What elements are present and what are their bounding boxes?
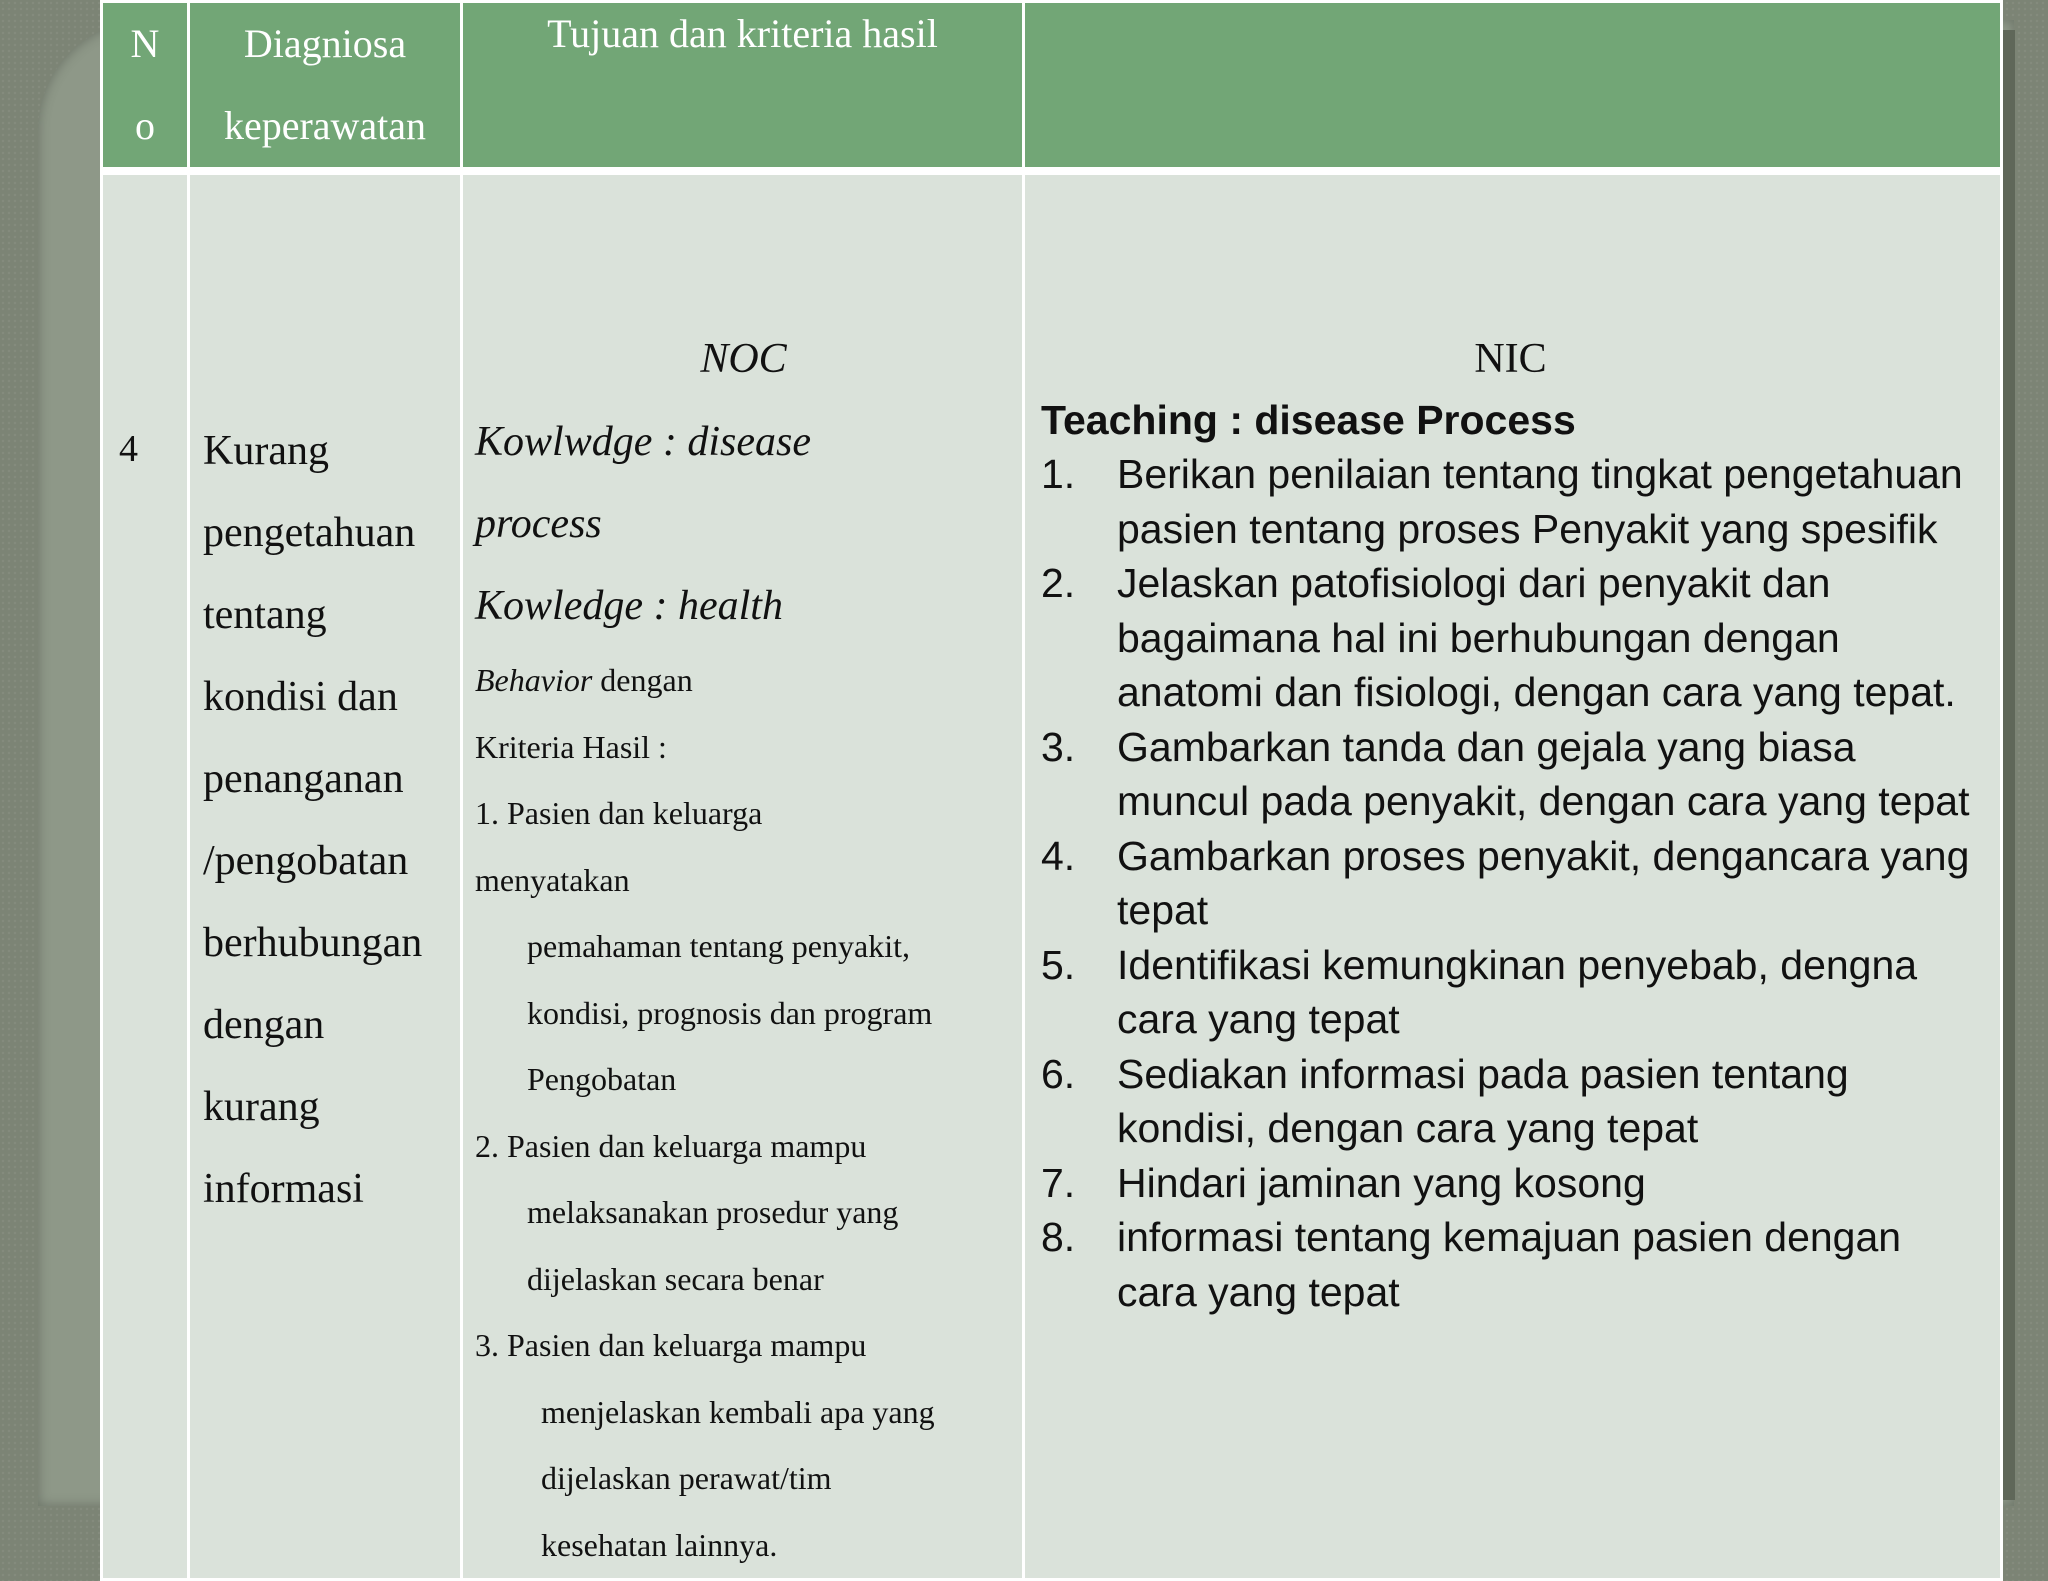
noc-outcome-line: process [475,501,602,547]
list-item [1041,556,1980,720]
list-item-text: Berikan penilaian tentang tingkat pengetahuan pasien tentang proses Penyakit yang spesifik [1117,451,1963,552]
noc-criteria-label: Kriteria Hasil : [475,728,667,765]
table-header-row [102,2,2002,172]
header-diagnosis-label: Diagniosa keperawatan [223,21,427,148]
noc-criteria-line: kesehatan lainnya. [541,1526,778,1563]
list-item [1041,938,1980,1047]
list-item-number: 6. [1041,1050,1076,1097]
noc-criteria-line: Pengobatan [527,1061,677,1097]
list-item [1041,1210,1980,1319]
diagnosis-cell [189,171,462,1580]
header-no [102,2,189,172]
noc-criteria-line: 3. Pasien dan keluarga mampu [475,1327,867,1363]
noc-cell [462,171,1024,1580]
diagnosis-line: tentang [203,592,327,638]
list-item-text: informasi tentang kemajuan pasien dengan cara yang tepat [1117,1214,1902,1315]
list-item-number: 7. [1041,1159,1076,1206]
noc-criteria-line: melaksanakan prosedur yang [527,1194,899,1230]
noc-behavior-line [475,647,1012,714]
nic-cell [1024,171,2002,1580]
header-no-label: N o [130,21,160,148]
noc-behavior-rest: dengan [592,662,693,698]
list-item [1041,1156,1980,1211]
list-item [1041,1047,1980,1156]
list-item-text: Sediakan informasi pada pasien tentang kondisi, dengan cara yang tepat [1117,1050,1849,1151]
diagnosis-line: Kurang [203,428,329,474]
row-number: 4 [119,428,138,470]
list-item [1041,720,1980,829]
header-goals-label: Tujuan dan kriteria hasil [547,11,938,56]
noc-criteria-line: 2. Pasien dan keluarga mampu [475,1127,867,1164]
list-item [1041,447,1980,556]
list-item-number: 3. [1041,723,1076,770]
noc-outcome-line: Kowledge : health [475,583,783,629]
nic-heading: Teaching : disease Process [1041,397,1576,443]
list-item-number: 5. [1041,941,1076,988]
care-plan-table [100,0,2003,1581]
nic-intervention-list [1041,447,1980,1319]
header-diagnosis [189,2,462,172]
diagnosis-line: informasi [203,1166,364,1212]
diagnosis-line: kondisi dan [203,674,398,720]
diagnosis-text [190,175,460,1230]
noc-criteria-line: menyatakan [475,861,630,898]
noc-criteria-line: 1. Pasien dan keluarga [475,795,763,831]
diagnosis-line: dengan [203,1002,325,1048]
diagnosis-line: penanganan [203,756,404,802]
noc-content [463,175,1022,1578]
list-item-number: 4. [1041,832,1076,879]
noc-behavior-italic: Behavior [475,662,593,698]
nic-content [1025,175,2000,1319]
list-item-text: Hindari jaminan yang kosong [1117,1159,1646,1206]
list-item-number: 8. [1041,1214,1076,1260]
noc-criteria-line: dijelaskan perawat/tim [541,1460,832,1496]
noc-criteria-line: menjelaskan kembali apa yang [541,1393,935,1430]
list-item-text: Gambarkan tanda dan gejala yang biasa muncul pada penyakit, dengan cara yang tepat [1117,723,1970,824]
list-item [1041,829,1980,938]
list-item-text: Jelaskan patofisiologi dari penyakit dan bagaimana hal ini berhubungan dengan anatomi dan fisiologi, dengan cara yang tepat. [1117,560,1956,715]
noc-title: NOC [700,336,787,382]
table-row [102,171,2002,1580]
nic-title: NIC [1474,336,1547,382]
diagnosis-line: pengetahuan [203,510,416,556]
diagnosis-line: /pengobatan [203,838,409,884]
noc-criteria-line: kondisi, prognosis dan program [527,994,933,1031]
diagnosis-line: berhubungan [203,920,423,966]
diagnosis-line: kurang [203,1084,320,1130]
list-item-text: Identifikasi kemungkinan penyebab, dengna cara yang tepat [1117,941,1918,1042]
header-interventions [1024,2,2002,172]
noc-outcome-line: Kowlwdge : disease [475,419,811,465]
noc-criteria-line: pemahaman tentang penyakit, [527,928,910,964]
list-item-number: 2. [1041,560,1076,606]
header-goals [462,2,1024,172]
list-item-number: 1. [1041,451,1076,497]
noc-criteria-line: dijelaskan secara benar [527,1260,824,1297]
list-item-text: Gambarkan proses penyakit, dengancara yang tepat [1117,832,1970,933]
row-number-cell [102,171,189,1580]
